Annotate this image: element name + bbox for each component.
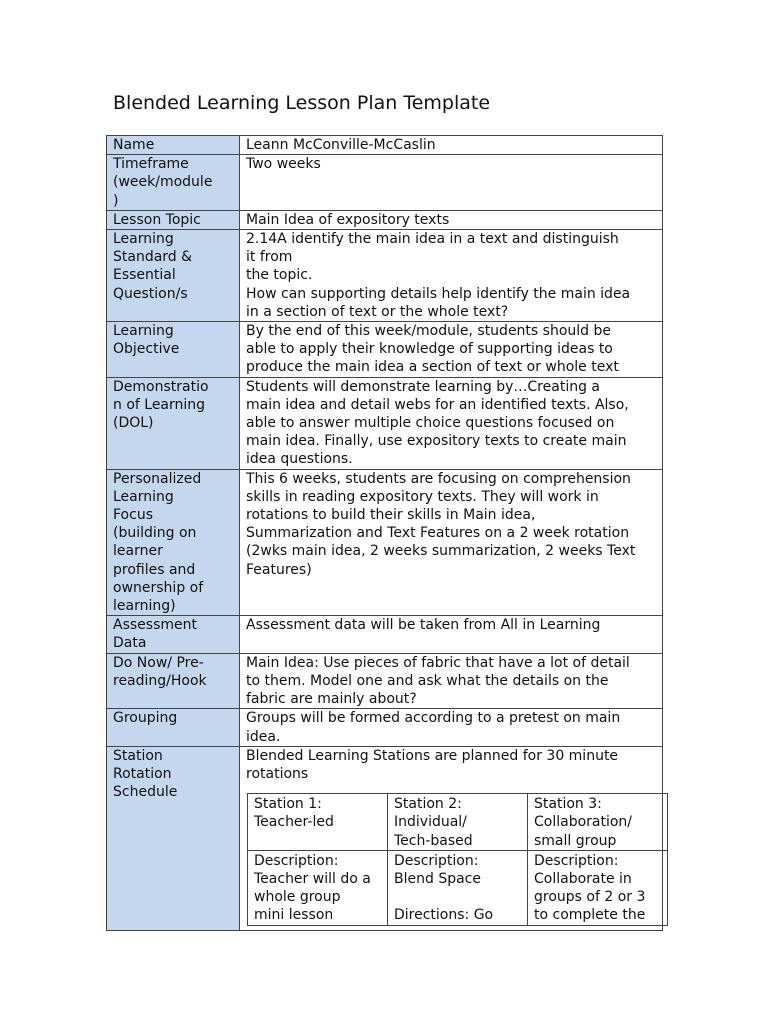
table-row bbox=[107, 377, 663, 469]
row-label: Grouping bbox=[107, 709, 240, 746]
station-header-row bbox=[248, 794, 668, 851]
row-value: 2.14A identify the main idea in a text and distinguish it from the topic. How can supporting details help identify the main idea in a section of text or the whole text? bbox=[240, 230, 663, 322]
row-value: Main Idea: Use pieces of fabric that have a lot of detail to them. Model one and ask what the details on the fabric are mainly about? bbox=[240, 653, 663, 709]
station-2-description: Description: Blend Space Directions: Go bbox=[388, 850, 528, 925]
row-label: Assessment Data bbox=[107, 616, 240, 653]
row-value: Leann McConville-McCaslin bbox=[240, 136, 663, 155]
table-row bbox=[107, 155, 663, 211]
table-row bbox=[107, 230, 663, 322]
row-label: Station Rotation Schedule bbox=[107, 746, 240, 930]
station-description-row bbox=[248, 850, 668, 925]
row-value bbox=[240, 746, 663, 930]
station-rotation-row bbox=[107, 746, 663, 930]
row-label: Lesson Topic bbox=[107, 210, 240, 229]
row-label: Personalized Learning Focus (building on learner profiles and ownership of learning) bbox=[107, 469, 240, 616]
station-intro: Blended Learning Stations are planned for 30 minute rotations bbox=[246, 747, 619, 782]
row-value: Assessment data will be taken from All in Learning bbox=[240, 616, 663, 653]
table-row bbox=[107, 709, 663, 746]
row-label: Learning Standard & Essential Question/s bbox=[107, 230, 240, 322]
row-label: Timeframe (week/module ) bbox=[107, 155, 240, 211]
row-label: Name bbox=[107, 136, 240, 155]
row-label: Do Now/ Pre- reading/Hook bbox=[107, 653, 240, 709]
table-row bbox=[107, 322, 663, 378]
station-3-description: Description: Collaborate in groups of 2 or 3 to complete the bbox=[528, 850, 668, 925]
lesson-plan-table bbox=[106, 135, 663, 931]
table-row bbox=[107, 616, 663, 653]
row-value: By the end of this week/module, students should be able to apply their knowledge of supporting ideas to produce the main idea a section of text or whole text bbox=[240, 322, 663, 378]
station-3-header: Station 3: Collaboration/ small group bbox=[528, 794, 668, 851]
page-title: Blended Learning Lesson Plan Template bbox=[113, 92, 491, 114]
row-label: Demonstratio n of Learning (DOL) bbox=[107, 377, 240, 469]
table-row bbox=[107, 653, 663, 709]
table-row bbox=[107, 210, 663, 229]
table-row bbox=[107, 136, 663, 155]
station-table bbox=[247, 793, 668, 925]
row-value: This 6 weeks, students are focusing on comprehension skills in reading expository texts. They will work in rotations to build their skills in Main idea, Summarization and Text Features on a 2 week rotation (2wks main idea, 2 weeks summarization, 2 weeks Text Features) bbox=[240, 469, 663, 616]
row-value: Main Idea of expository texts bbox=[240, 210, 663, 229]
row-value: Groups will be formed according to a pretest on main idea. bbox=[240, 709, 663, 746]
station-1-header: Station 1: Teacher-led bbox=[248, 794, 388, 851]
table-row bbox=[107, 469, 663, 616]
row-label: Learning Objective bbox=[107, 322, 240, 378]
station-2-header: Station 2: Individual/ Tech-based bbox=[388, 794, 528, 851]
row-value: Two weeks bbox=[240, 155, 663, 211]
station-1-description: Description: Teacher will do a whole group mini lesson bbox=[248, 850, 388, 925]
row-value: Students will demonstrate learning by…Creating a main idea and detail webs for an identified texts. Also, able to answer multiple choice questions focused on main idea. Finally, use expository texts to create main idea questions. bbox=[240, 377, 663, 469]
